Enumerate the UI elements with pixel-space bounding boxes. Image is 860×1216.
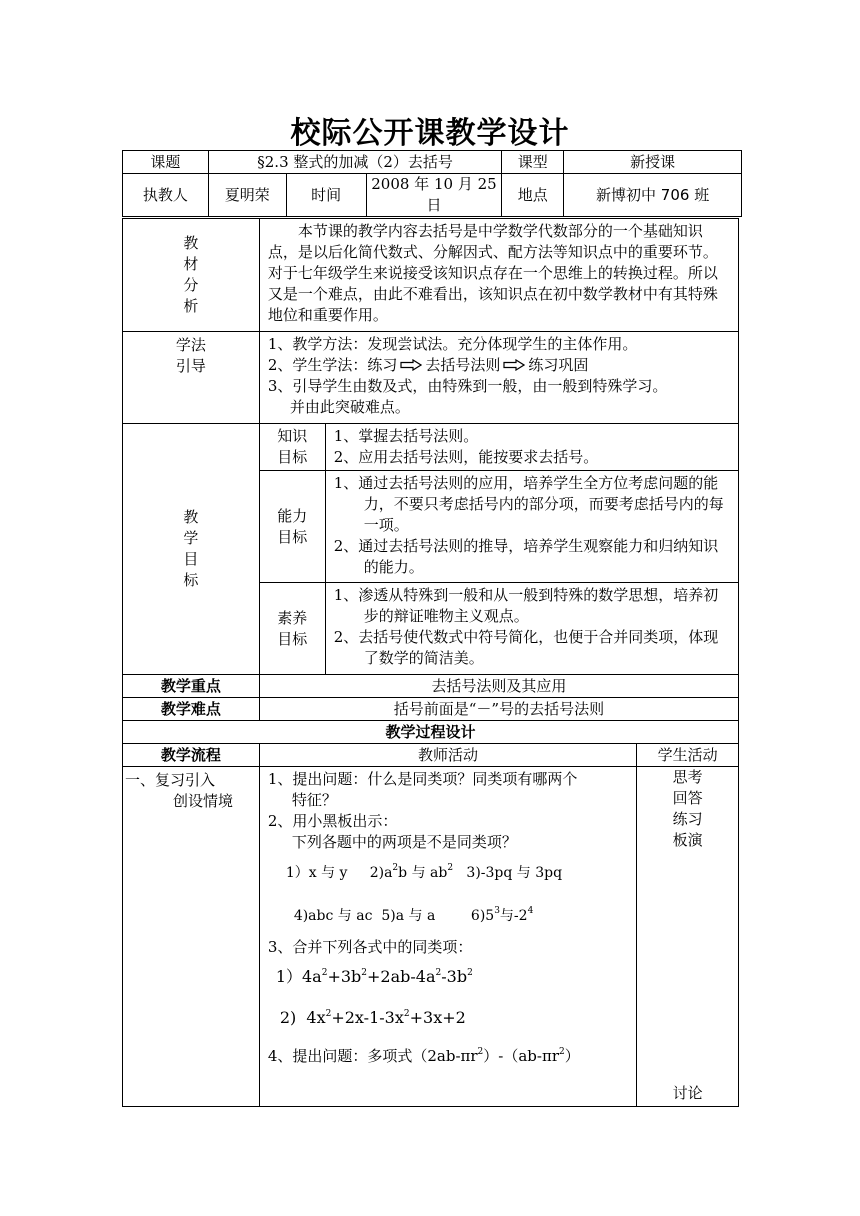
difficulty-text: 括号前面是“－”号的去括号法则 xyxy=(259,698,738,721)
ability-label: 能力 目标 xyxy=(259,471,325,583)
question-4: 4、提出问题：多项式$(2ab-\pi r^2)-(ab-\pi r^2)$ xyxy=(267,1047,580,1065)
col-teacher: 教师活动 xyxy=(259,744,636,767)
ability-goals: 1、通过去括号法则的应用，培养学生全方位考虑问题的能力，不要只考虑括号内的部分项，而要考虑括号内的每一项。 2、通过去括号法则的推导，培养学生观察能力和归纳知识的能力。 xyxy=(325,471,738,583)
knowledge-label: 知识 目标 xyxy=(259,424,325,471)
keypoint-text: 去括号法则及其应用 xyxy=(259,675,738,698)
process-title: 教学过程设计 xyxy=(123,721,739,744)
type-value: 新授课 xyxy=(564,151,742,174)
time-label: 时间 xyxy=(286,174,366,217)
literacy-goals: 1、渗透从特殊到一般和从一般到特殊的数学思想，培养初步的辩证唯物主义观点。 2、去括号使代数式中符号简化，也便于合并同类项，体现了数学的简洁美。 xyxy=(325,583,738,675)
teacher-label: 执教人 xyxy=(123,174,209,217)
analysis-text: 本节课的教学内容去括号是中学数学代数部分的一个基础知识点，是以后化简代数式、分解因式、配方法等知识点中的重要环节。对于七年级学生来说接受该知识点存在一个思维上的转换过程。所以又是一个难点，由此不难看出，该知识点在初中数学教材中有其特殊地位和重要作用。 xyxy=(259,219,738,332)
topic-value: §2.3 整式的加减（2）去括号 xyxy=(208,151,502,174)
method-text: 1、教学方法：发现尝试法。充分体现学生的主体作用。 2、学生学法：练习 去括号法则 练习巩固 3、引导学生由数及式，由特殊到一般，由一般到特殊学习。 并由此突破难点。 xyxy=(259,332,738,424)
time-value: 2008 年 10 月 25 日 xyxy=(366,174,502,217)
student-activity: 思考 回答 练习 板演 讨论 xyxy=(637,767,739,1107)
literacy-label: 素养 目标 xyxy=(259,583,325,675)
analysis-label: 教 材 分 析 xyxy=(123,219,260,332)
type-label: 课型 xyxy=(502,151,564,174)
col-flow: 教学流程 xyxy=(123,744,260,767)
keypoint-label: 教学重点 xyxy=(123,675,260,698)
place-label: 地点 xyxy=(502,174,564,217)
teacher-activity: 1、提出问题：什么是同类项？同类项有哪两个 特征？ 2、用小黑板出示： 下列各题中的两项是不是同类项？ 1）x 与 y $2)a^2b$ 与 $ab^2$ 3)-3pq 与 3pq 4)abc 与 ac 5)a 与 a $6)5^3$与$-2^4$ 3、合并下列各式中的同类项： $1)4a^2+3b^2+2ab-4a^2-3b^2$ 2) $4x^2+2x-1-3x^2+3x+2$ 4、提出问题：多项式$(2ab-\pi r^2)-(ab-\pi r^2)$ xyxy=(259,767,636,1107)
exercise-line-1: 1）x 与 y $2)a^2b$ 与 $ab^2$ 3)-3pq 与 3pq xyxy=(285,863,563,881)
method-label: 学法 引导 xyxy=(123,332,260,424)
arrow-right-icon xyxy=(400,359,422,371)
header-table xyxy=(122,150,742,217)
merge-expression-1: $1)4a^2+3b^2+2ab-4a^2-3b^2$ xyxy=(275,967,473,986)
teacher-value: 夏明荣 xyxy=(208,174,286,217)
page-title: 校际公开课教学设计 xyxy=(290,116,570,151)
difficulty-label: 教学难点 xyxy=(123,698,260,721)
goals-label: 教 学 目 标 xyxy=(123,424,260,675)
arrow-right-icon xyxy=(503,359,525,371)
student-discuss: 讨论 xyxy=(672,1084,703,1102)
stage-cell: 一、复习引入 创设情境 xyxy=(123,767,260,1107)
knowledge-goals: 1、掌握去括号法则。 2、应用去括号法则，能按要求去括号。 xyxy=(325,424,738,471)
design-table xyxy=(122,218,739,1107)
merge-expression-2: 2) $4x^2+2x-1-3x^2+3x+2$ xyxy=(279,1008,466,1027)
exercise-line-2: 4)abc 与 ac 5)a 与 a $6)5^3$与$-2^4$ xyxy=(293,906,534,924)
topic-label: 课题 xyxy=(123,151,209,174)
col-student: 学生活动 xyxy=(637,744,739,767)
place-value: 新博初中 706 班 xyxy=(564,174,742,217)
